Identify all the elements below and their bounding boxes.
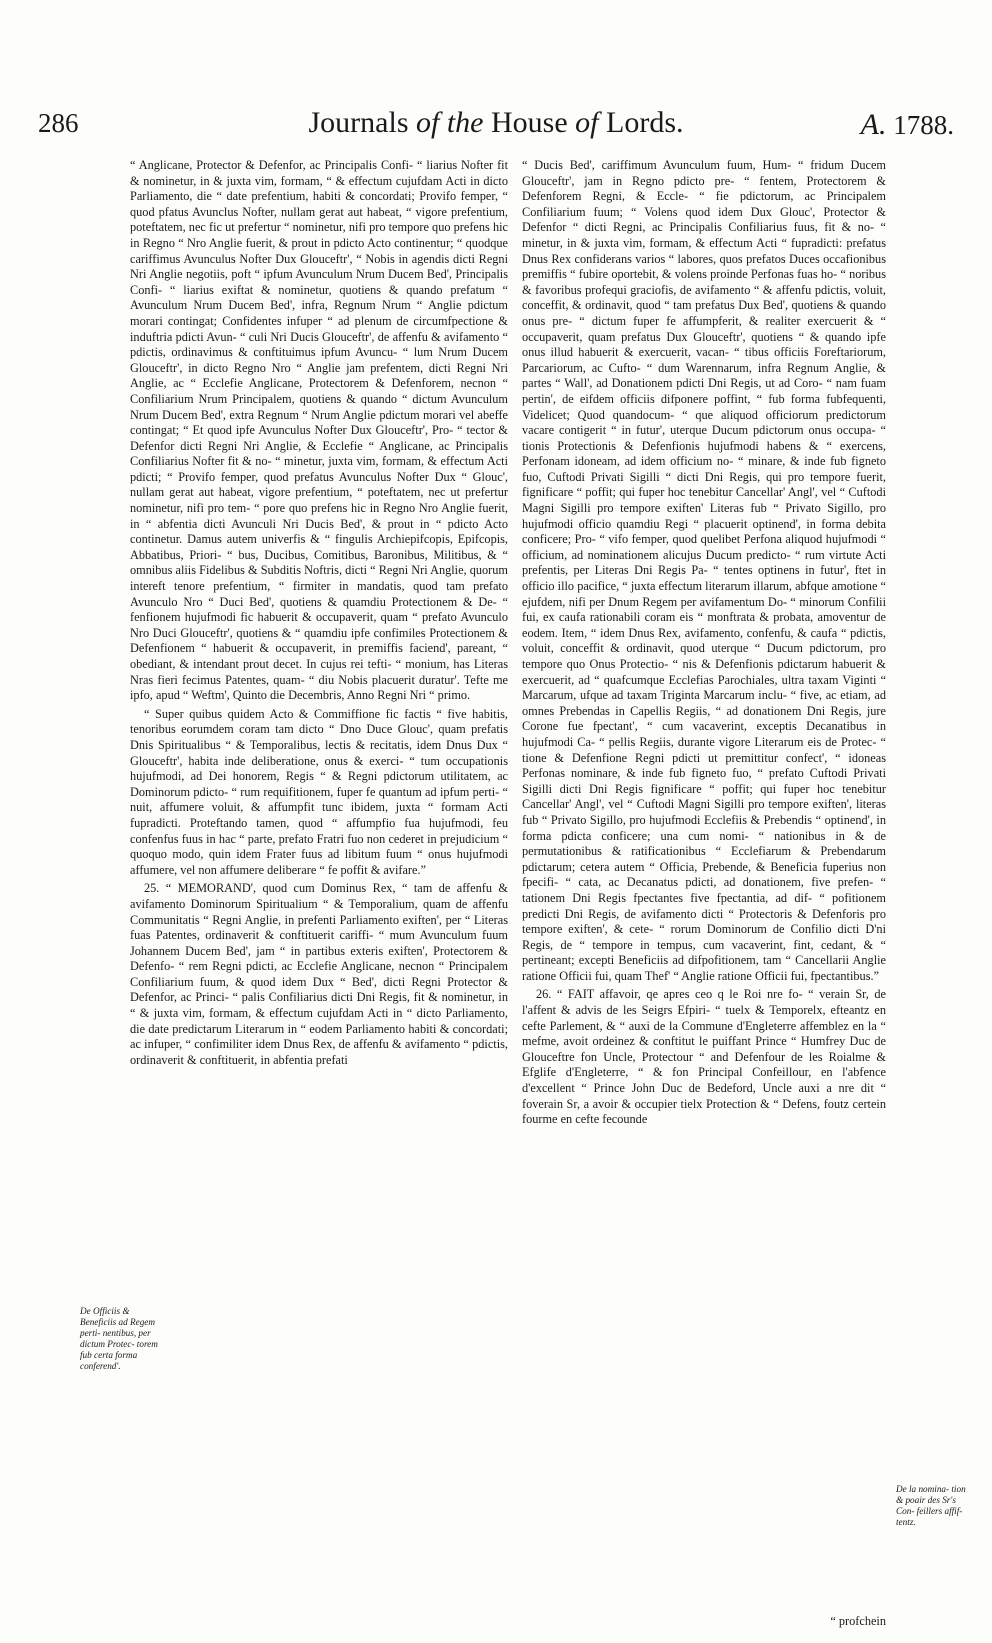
margin-note-right: De la nomina- tion & poair des Sr's Con- feillers affif- tentz. (896, 1484, 966, 1527)
right-column (522, 158, 886, 1131)
right-paragraph-2: 26. “ FAIT affavoir, qe apres ceo q le Roi nre fo- “ verain Sr, de l'affent & advis de les Seigrs Efpiri- “ tuelx & Temporelx, efteantz en cefte Parlement, & “ auxi de la Commune d'Engleterre affemblez en la “ mefme, avoit ordeinez & conftitut le puiffant Prince “ Humfrey Duc de Glouceftre fon Uncle, Protectour “ and Defenfour de les Roialme & Efglife d'Engleterre, “ & fon Principal Confeillour, en l'abfence d'excellent “ Prince John Duc de Bedeford, Uncle auxi a nre dit “ foverain Sr, a avoir & occupier tielx Protection & “ Defens, foutz certein fourme en cefte fecounde (522, 987, 886, 1127)
left-paragraph-2: “ Super quibus quidem Acto & Commiffione fic factis “ five habitis, tenoribus eorumdem coram tam dicto “ Dno Duce Glouc', quam prefatis Dnis Spiritualibus “ & Temporalibus, lectis & recitatis, idem Dnus Dux “ Glouceftr', habita inde deliberatione, onus & exerci- “ tum occupationis hujufmodi, ad Dei honorem, Regis “ & Regni pdictorum utilitatem, ac Dominorum pdicto- “ rum requifitionem, fuper fe quantum ad ipfum perti- “ nuit, affumere voluit, & affumpfit tunc ibidem, juxta “ formam Acti fupradicti. Proteftando tamen, quod “ affumpfio fua hujufmodi, feu confenfus fuus in hac “ parte, prefato Fratri fuo non cederet in prejudicium “ quoquo modo, quin idem Frater fuus ad libitum fuum “ onus hujufmodi affumere, vel non affumere deliberare “ fe poffit & avifare.” (130, 706, 508, 877)
year-prefix: A. (860, 108, 887, 141)
left-paragraph-1: “ Anglicane, Protector & Defenfor, ac Principalis Confi- “ liarius Nofter fit & nominetur, in & juxta vim, formam, “ & effectum cujufdam Acti in dicto Parliamento, die “ date prefentium, habiti & concordati; Provifo femper, “ quod pfatus Avunclus Nofter, nullam gerat aut habeat, “ vigore prefentium, poteftatem, nec fic ut prefertur “ nominetur, nifi pro tempore quo prefens hic in Regno “ Nro Anglie fuerit, & prout in pdicto Acto continentur; “ quodque cariffimus Avunculus Nofter Dux Glouceftr', “ Nobis in agendis dicti Regni Nri Anglie negotiis, poft “ ipfum Avunculum Nrum Ducem Bed', Principalis Confi- “ liarius exiftat & nominetur, quotiens & quando prefatum “ Avunculum Nrum Ducem Bed', infra, Regnum Nrum “ Anglie pdictum morari contingat; Confidentes infuper “ ad plenum de circumfpectione & induftria pdicti Avun- “ culi Nri Ducis Glouceftr', de affenfu & avifamento “ pdictis, ordinavimus & conftituimus ipfum Avuncu- “ lum Nrum Ducem Glouceftr', in dicto Regno Nro “ Anglie jam prefentem, dicti Regni Nri Anglie, ac “ Ecclefie Anglicane, Protectorem & Defenforem, necnon “ Confiliarium Nrum Principalem, quotiens & quando “ dictum Avunculum Nrum Ducem Bed', extra Regnum “ Nrum Anglie pdictum morari vel abeffe contingat; “ Et quod ipfe Avunculus Nofter Dux Glouceftr', Pro- “ tector & Defenfor dicti Regni Nri Anglie, & Ecclefie “ Anglicane, ac Principalis Confiliarius Nofter fit & no- “ minetur, juxta vim, formam, & effectum Acti pdicti; “ Provifo femper, quod prefatus Avunculus Nofter Dux “ Glouc', nullam gerat aut habeat, vigore prefentium, “ poteftatem, nec ut prefertur nominetur, nifi pro tem- “ pore quo prefens hic in Regno Nro Anglie fuerit, in “ abfentia dicti Avunculi Nri Ducis Bed', & prout in “ pdicto Acto continetur. Damus autem univerfis & “ fingulis Archiepifcopis, Epifcopis, Abbatibus, Priori- “ bus, Ducibus, Comitibus, Baronibus, Militibus, & “ omnibus aliis Fidelibus & Subditis Noftris, dicti “ Regni Nri Anglie, quorum intereft tenore prefentium, “ firmiter in mandatis, quod tam prefato Avunculo Nro “ Duci Bed', quotiens & quamdiu Protectionem & De- “ fenfionem hujufmodi fic habuerit & occupaverit, quam “ prefato Avunculo Nro Duci Glouceftr', quotiens & “ quamdiu ipfe confimiles Protectionem & Defenfionem “ habuerit & occupaverit, in premiffis faciend', pareant, “ obediant, & intendant prout decet. In cujus rei tefti- “ monium, has Literas Nras fieri fecimus Patentes, quam- “ diu Nobis placuerit duratur'. Tefte me ipfo, apud “ Weftm', Quinto die Decembris, Anno Regni Nri “ primo. (130, 158, 508, 703)
year-value: 1788. (886, 110, 954, 140)
catchword: “ profchein (830, 1614, 886, 1628)
right-paragraph-1: “ Ducis Bed', cariffimum Avunculum fuum, Hum- “ fridum Ducem Glouceftr', jam in Regno pdicto pre- “ fentem, Protectorem & Defenforem Regni, & Eccle- “ fie pdictorum, ac Principalem Confiliarium fuum; “ Volens quod idem Dux Glouc', Protector & Defenfor “ dicti Regni, ac Principalis Confiliarius fuus, fit & no- “ minetur, in & juxta vim, formam, & effectum Acti “ fupradicti: prefatus Dnus Rex confiderans varios “ labores, quos prefatos Duces occafionibus premiffis “ fubire oportebit, & volens proinde Perfonas fuas ho- “ noribus & favoribus profequi graciofis, de avifamento “ & affenfu pdictis, voluit, conceffit, & ordinavit, quod “ tam prefatus Dux Bed', quotiens & quando onus pre- “ dictum fuper fe affumpferit, & realiter exercuerit & “ occupaverit, quam prefatus Dux Glouceftr', quotiens “ & quando ipfe onus illud habuerit & exercuerit, vacan- “ tibus officiis Foreftariorum, Parcariorum, ac Cufto- “ dum Warennarum, infra Regnum Anglie, & partes “ Wall', ad Donationem pdicti Dni Regis, ut ad Coro- “ nam fuam pertin', de eifdem officiis difponere poffint, “ fub forma fubfequenti, Videlicet; Quod quandocum- “ que aliquod officiorum predictorum vacare contigerit “ in futur', uterque Ducum pdictorum onus occupa- “ tionis Protectionis & Defenfionis hujufmodi habens & “ exercens, Perfonam idoneam, ad idem officium no- “ minare, & inde fub figneto fuo, Cuftodi Privati Sigilli “ dicti Dni Regis, qui pro tempore fuerit, fignificare “ poffit; qui fuper hoc tenebitur Cancellar' Angl', vel “ Cuftodi Magni Sigilli pro tempore exiften' Literas fub “ Privato Sigillo, pro hujufmodi officio quamdiu Regi “ placuerit optinend', in forma debita conficere; Pro- “ vifo femper, quod quelibet Perfona aliquod hujufmodi “ officium, ad nominationem alicujus Ducum predicto- “ rum virtute Acti prefentis, per Literas Dni Regis Pa- “ tentes optinens in futur', ftet in officio illo pacifice, “ juxta effectum literarum illarum, abfque amotione “ ejufdem, nifi per Dnum Regem per avifamentum Do- “ minorum Confilii fui, ex caufa rationabili coram eis “ monftrata & probata, amoventur de eodem. Item, “ idem Dnus Rex, avifamento, confenfu, & caufa “ pdictis, voluit, conceffit & ordinavit, quod uterque “ Ducum pdictorum, pro tempore quo Onus Protectio- “ nis & Defenfionis pdictarum habuerit & exercuerit, ad “ quafcumque Ecclefias Parochiales, ultra taxam Viginti “ Marcarum, ufque ad taxam Triginta Marcarum inclu- “ five, ac etiam, ad omnes Prebendas in Capellis Regiis, “ ad donationem Dni Regis, jure Corone fue fpectant', “ cum vacaverint, exceptis Decanatibus in hujufmodi Ca- “ pellis Regiis, durante vigore Literarum eis de Protec- “ tione & Defenfione Regni pdicti ut premittitur confect', “ idoneas Perfonas nominare, & inde fub figneto fuo, “ prefato Cuftodi Privati Sigilli dicti Dni Regis fignificare “ poffit; qui fuper hoc tenebitur Cancellar' Angl', vel “ Cuftodi Magni Sigilli pro tempore exiften', literas fub “ Privato Sigillo, pro hujufmodi Ecclefiis & Prebendis “ optinend', in forma pdicta conficere; una cum nomi- “ nationibus in & de permutationibus & ratificationibus “ Ecclefiarum & Prebendarum pdictarum; cetera autem “ Officia, Prebende, & Beneficia fuperius non fpecifi- “ cata, ac Decanatus pdicti, ad donationem, five prefen- “ tationem Dni Regis fpectantes five fpectantia, ad dif- “ pofitionem predicti Dni Regis, de avifamento dicti “ Protectoris & Defenforis pro tempore exiften', & cete- “ rorum Dominorum de Confilio dicti D'ni Regis, de “ tempore in tempus, cum vacaverint, fint, cedant, & “ pertineant; excepti Beneficiis ad difpofitionem, tam “ Cancellarii Anglie ratione Officii fui, quam Thef' “ Anglie ratione Officii fui, fpectantibus.” (522, 158, 886, 983)
header-year (861, 108, 954, 142)
margin-note-left: De Officiis & Beneficiis ad Regem perti- nentibus, per dictum Protec- torem fub certa forma conferend'. (80, 1306, 158, 1371)
title-journals: Journals (308, 106, 416, 139)
running-title (38, 106, 954, 140)
title-lords: Lords. (598, 106, 684, 139)
title-house: House (483, 106, 576, 139)
left-paragraph-3: 25. “ MEMORAND', quod cum Dominus Rex, “ tam de affenfu & avifamento Dominorum Spiritualium “ & Temporalium, quam de affenfu Communitatis “ Regni Anglie, in prefenti Parliamento exiften', per “ Literas fuas Patentes, ordinaverit & conftituerit cariffi- “ mum Avunculum fuum Johannem Ducem Bed', jam “ in partibus exteris exiften', Protectorem & Defenfo- “ rem Regni pdicti, ac Ecclefie Anglicane, necnon “ Principalem Confiliarium fuum, & quod idem Dux “ Bed', dicti Regni Protector & Defenfor, ac Princi- “ palis Confiliarius dicti Dni Regis, fit & nominetur, in “ & juxta vim, formam, & effectum cujufdam Acti in “ dicto Parliamento, die date predictarum Literarum in “ eodem Parliamento habiti & concordati; ac infuper, “ confimiliter idem Dnus Rex, de affenfu & avifamento “ pdictis, ordinaverit & conftituerit, in abfentia prefati (130, 881, 508, 1067)
left-column (130, 158, 508, 1071)
page-header (38, 100, 954, 150)
title-of-the: of the (416, 106, 484, 139)
page-number: 286 (38, 108, 79, 138)
title-of: of (575, 106, 599, 139)
